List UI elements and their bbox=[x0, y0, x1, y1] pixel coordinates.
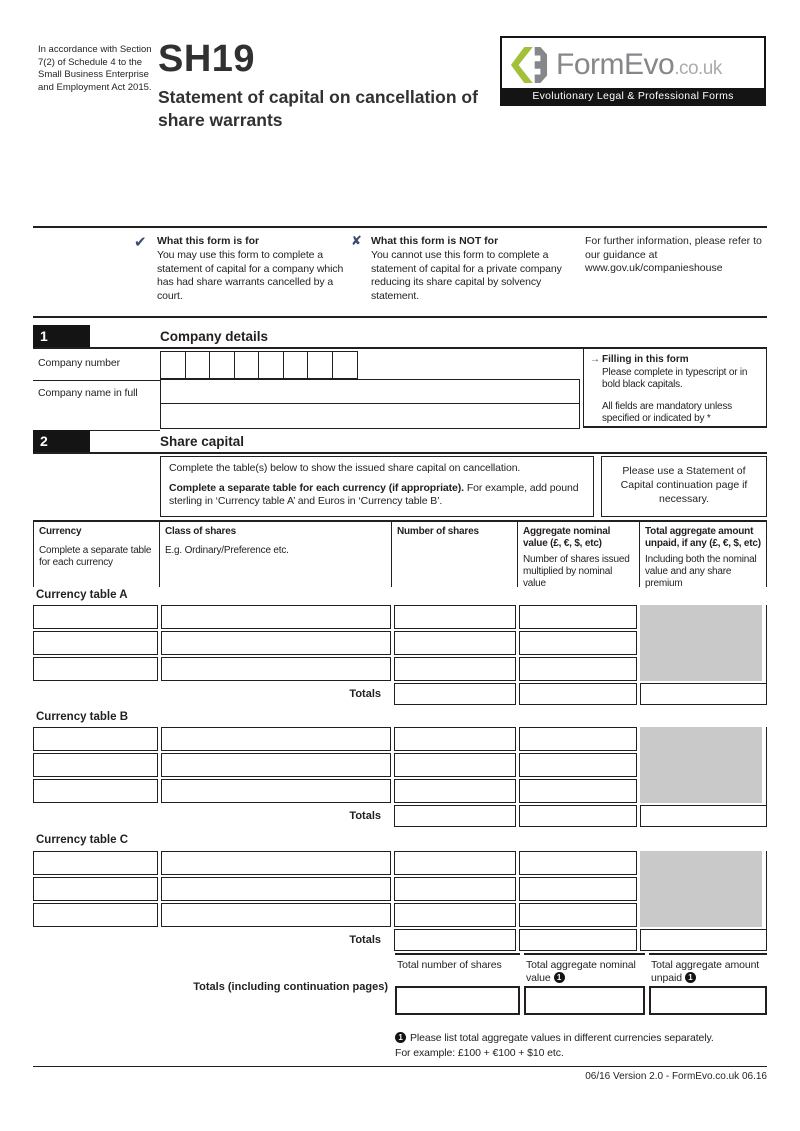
section-2-title: Share capital bbox=[160, 434, 245, 449]
company-name-input-line-2[interactable] bbox=[160, 403, 580, 429]
currency-table-b bbox=[33, 727, 767, 827]
totals-number-of-shares-input[interactable] bbox=[394, 683, 516, 705]
class-of-shares-input[interactable] bbox=[161, 631, 391, 655]
logo-wordmark bbox=[556, 48, 722, 82]
grand-total-shares-header bbox=[395, 953, 520, 972]
col-class-title: Class of shares bbox=[165, 526, 236, 537]
column-header-nominal bbox=[518, 522, 640, 587]
continuation-note: Please use a Statement of Capital continuation page if necessary. bbox=[601, 456, 767, 517]
column-header-class bbox=[160, 522, 392, 587]
col-currency-title: Currency bbox=[39, 526, 82, 537]
nominal-value-input[interactable] bbox=[519, 877, 637, 901]
col-nominal-title: Aggregate nominal value (£, €, $, etc) bbox=[523, 526, 611, 549]
what-this-form-is-for bbox=[157, 235, 353, 303]
grand-total-nominal-input[interactable] bbox=[524, 986, 645, 1015]
company-number-box[interactable] bbox=[283, 351, 309, 379]
grand-total-nominal-header bbox=[524, 953, 645, 985]
info-band bbox=[33, 226, 767, 318]
company-number-box[interactable] bbox=[332, 351, 358, 379]
intro-line-2 bbox=[169, 482, 585, 509]
totals-nominal-value-input[interactable] bbox=[519, 929, 637, 951]
footnote-line-1 bbox=[395, 1031, 769, 1046]
number-of-shares-input[interactable] bbox=[394, 605, 516, 629]
totals-amount-unpaid-input[interactable] bbox=[640, 805, 767, 827]
nominal-value-input[interactable] bbox=[519, 779, 637, 803]
grand-totals-label: Totals (including continuation pages) bbox=[193, 981, 388, 993]
nominal-value-input[interactable] bbox=[519, 727, 637, 751]
currency-input[interactable] bbox=[33, 851, 158, 875]
version-text: 06/16 Version 2.0 - FormEvo.co.uk 06.16 bbox=[585, 1071, 767, 1082]
company-number-box[interactable] bbox=[185, 351, 211, 379]
company-number-field bbox=[160, 351, 358, 379]
totals-label: Totals bbox=[349, 934, 381, 946]
check-icon: ✔ bbox=[134, 234, 147, 251]
col-unpaid-sub: Including both the nominal value and any share premium bbox=[645, 554, 757, 589]
note-body: Please complete in typescript or in bold black capitals. bbox=[602, 366, 748, 390]
shaded-cell bbox=[640, 605, 762, 681]
page-title: Statement of capital on cancellation of share warrants bbox=[158, 87, 478, 130]
currency-input[interactable] bbox=[33, 903, 158, 927]
company-name-label: Company name in full bbox=[38, 387, 138, 399]
company-number-box[interactable] bbox=[160, 351, 186, 379]
class-of-shares-input[interactable] bbox=[161, 657, 391, 681]
totals-label: Totals bbox=[349, 688, 381, 700]
totals-amount-unpaid-input[interactable] bbox=[640, 929, 767, 951]
info-notfor-body: You cannot use this form to complete a statement of capital for a private company reducing its share capital by solvency statement. bbox=[371, 249, 562, 302]
intro-line-1: Complete the table(s) below to show the issued share capital on cancellation. bbox=[169, 462, 521, 474]
company-number-box[interactable] bbox=[209, 351, 235, 379]
number-of-shares-input[interactable] bbox=[394, 727, 516, 751]
shaded-cell bbox=[640, 727, 762, 803]
company-number-box[interactable] bbox=[307, 351, 333, 379]
grand-total-unpaid-header bbox=[649, 953, 767, 985]
section-2-number: 2 bbox=[33, 430, 90, 452]
note-title: Filling in this form bbox=[602, 354, 689, 365]
guidance-text: For further information, please refer to our guidance at www.gov.uk/companieshouse bbox=[585, 235, 762, 274]
section-1-title: Company details bbox=[160, 329, 269, 344]
col-class-sub: E.g. Ordinary/Preference etc. bbox=[165, 545, 289, 556]
col-nominal-sub: Number of shares issued multiplied by nominal value bbox=[523, 554, 630, 589]
logo-tagline: Evolutionary Legal & Professional Forms bbox=[502, 88, 764, 104]
class-of-shares-input[interactable] bbox=[161, 727, 391, 751]
currency-input[interactable] bbox=[33, 753, 158, 777]
column-header-currency bbox=[33, 522, 160, 587]
info-notfor-title: What this form is NOT for bbox=[371, 235, 499, 247]
nominal-value-input[interactable] bbox=[519, 657, 637, 681]
nominal-value-input[interactable] bbox=[519, 851, 637, 875]
act-reference: In accordance with Section 7(2) of Schedule 4 to the Small Business Enterprise and Employment Act 2015. bbox=[38, 44, 152, 93]
footnote-1-icon: 1 bbox=[554, 972, 565, 983]
column-header-number bbox=[392, 522, 518, 587]
share-table-header bbox=[33, 520, 767, 587]
currency-table-c bbox=[33, 851, 767, 951]
footnote-1-icon: 1 bbox=[685, 972, 696, 983]
number-of-shares-input[interactable] bbox=[394, 657, 516, 681]
filling-in-note bbox=[583, 348, 767, 428]
currency-input[interactable] bbox=[33, 779, 158, 803]
divider bbox=[33, 380, 160, 381]
totals-amount-unpaid-input[interactable] bbox=[640, 683, 767, 705]
class-of-shares-input[interactable] bbox=[161, 877, 391, 901]
info-for-body: You may use this form to complete a statement of capital for a company which has had share warrants cancelled by a court. bbox=[157, 249, 344, 302]
col-currency-sub: Complete a separate table for each currency bbox=[39, 545, 152, 568]
grand-total-unpaid-text: Total aggregate amount unpaid bbox=[651, 959, 760, 984]
footnote-text: Please list total aggregate values in different currencies separately. bbox=[410, 1032, 714, 1044]
nominal-value-input[interactable] bbox=[519, 605, 637, 629]
intro-line-2-rest: For example, add pound sterling in ‘Currency table A’ and Euros in ‘Currency table B’. bbox=[169, 481, 579, 507]
what-this-form-is-not-for bbox=[371, 235, 569, 303]
class-of-shares-input[interactable] bbox=[161, 903, 391, 927]
number-of-shares-input[interactable] bbox=[394, 877, 516, 901]
info-for-title: What this form is for bbox=[157, 235, 260, 247]
company-number-label: Company number bbox=[38, 357, 121, 369]
nominal-value-input[interactable] bbox=[519, 753, 637, 777]
currency-input[interactable] bbox=[33, 605, 158, 629]
footnote-line-2: For example: £100 + €100 + $10 etc. bbox=[395, 1046, 564, 1059]
totals-nominal-value-input[interactable] bbox=[519, 683, 637, 705]
share-capital-intro bbox=[160, 456, 594, 517]
shaded-cell bbox=[640, 851, 762, 927]
number-of-shares-input[interactable] bbox=[394, 851, 516, 875]
footnote-1-icon: 1 bbox=[395, 1032, 406, 1043]
column-header-unpaid bbox=[640, 522, 767, 587]
grand-total-unpaid-input[interactable] bbox=[649, 986, 767, 1015]
nominal-value-input[interactable] bbox=[519, 631, 637, 655]
totals-label: Totals bbox=[349, 810, 381, 822]
form-code: SH19 bbox=[158, 38, 256, 80]
logo-brand: FormEvo bbox=[556, 48, 675, 81]
company-name-input-line-1[interactable] bbox=[160, 379, 580, 405]
number-of-shares-input[interactable] bbox=[394, 631, 516, 655]
currency-table-a bbox=[33, 605, 767, 705]
grand-total-shares-text: Total number of shares bbox=[397, 959, 502, 971]
col-unpaid-title: Total aggregate amount unpaid, if any (£, €, $, etc) bbox=[645, 526, 761, 549]
footnote bbox=[395, 1031, 769, 1060]
totals-number-of-shares-input[interactable] bbox=[394, 805, 516, 827]
currency-input[interactable] bbox=[33, 631, 158, 655]
currency-input[interactable] bbox=[33, 727, 158, 751]
divider bbox=[33, 1066, 767, 1067]
class-of-shares-input[interactable] bbox=[161, 605, 391, 629]
section-1-number: 1 bbox=[33, 325, 90, 347]
col-number-title: Number of shares bbox=[397, 526, 479, 537]
class-of-shares-input[interactable] bbox=[161, 779, 391, 803]
divider bbox=[33, 452, 767, 454]
totals-nominal-value-input[interactable] bbox=[519, 805, 637, 827]
currency-table-b-label: Currency table B bbox=[36, 711, 129, 723]
class-of-shares-input[interactable] bbox=[161, 753, 391, 777]
grand-total-nominal-text: Total aggregate nominal value bbox=[526, 959, 636, 984]
currency-table-c-label: Currency table C bbox=[36, 834, 129, 846]
intro-line-2-bold: Complete a separate table for each currency (if appropriate). bbox=[169, 481, 464, 494]
number-of-shares-input[interactable] bbox=[394, 753, 516, 777]
totals-number-of-shares-input[interactable] bbox=[394, 929, 516, 951]
note-body-2: All fields are mandatory unless specified or indicated by * bbox=[602, 400, 732, 424]
company-number-box[interactable] bbox=[258, 351, 284, 379]
nominal-value-input[interactable] bbox=[519, 903, 637, 927]
currency-table-a-label: Currency table A bbox=[36, 589, 128, 601]
grand-total-shares-input[interactable] bbox=[395, 986, 520, 1015]
formevo-logo-icon bbox=[510, 46, 548, 84]
logo-tld: .co.uk bbox=[674, 58, 722, 79]
cross-icon: ✘ bbox=[351, 233, 362, 248]
arrow-icon: → bbox=[590, 354, 600, 365]
class-of-shares-input[interactable] bbox=[161, 851, 391, 875]
formevo-logo bbox=[500, 36, 766, 106]
logo-row bbox=[502, 38, 764, 88]
number-of-shares-input[interactable] bbox=[394, 779, 516, 803]
company-number-box[interactable] bbox=[234, 351, 260, 379]
currency-input[interactable] bbox=[33, 877, 158, 901]
currency-input[interactable] bbox=[33, 657, 158, 681]
number-of-shares-input[interactable] bbox=[394, 903, 516, 927]
